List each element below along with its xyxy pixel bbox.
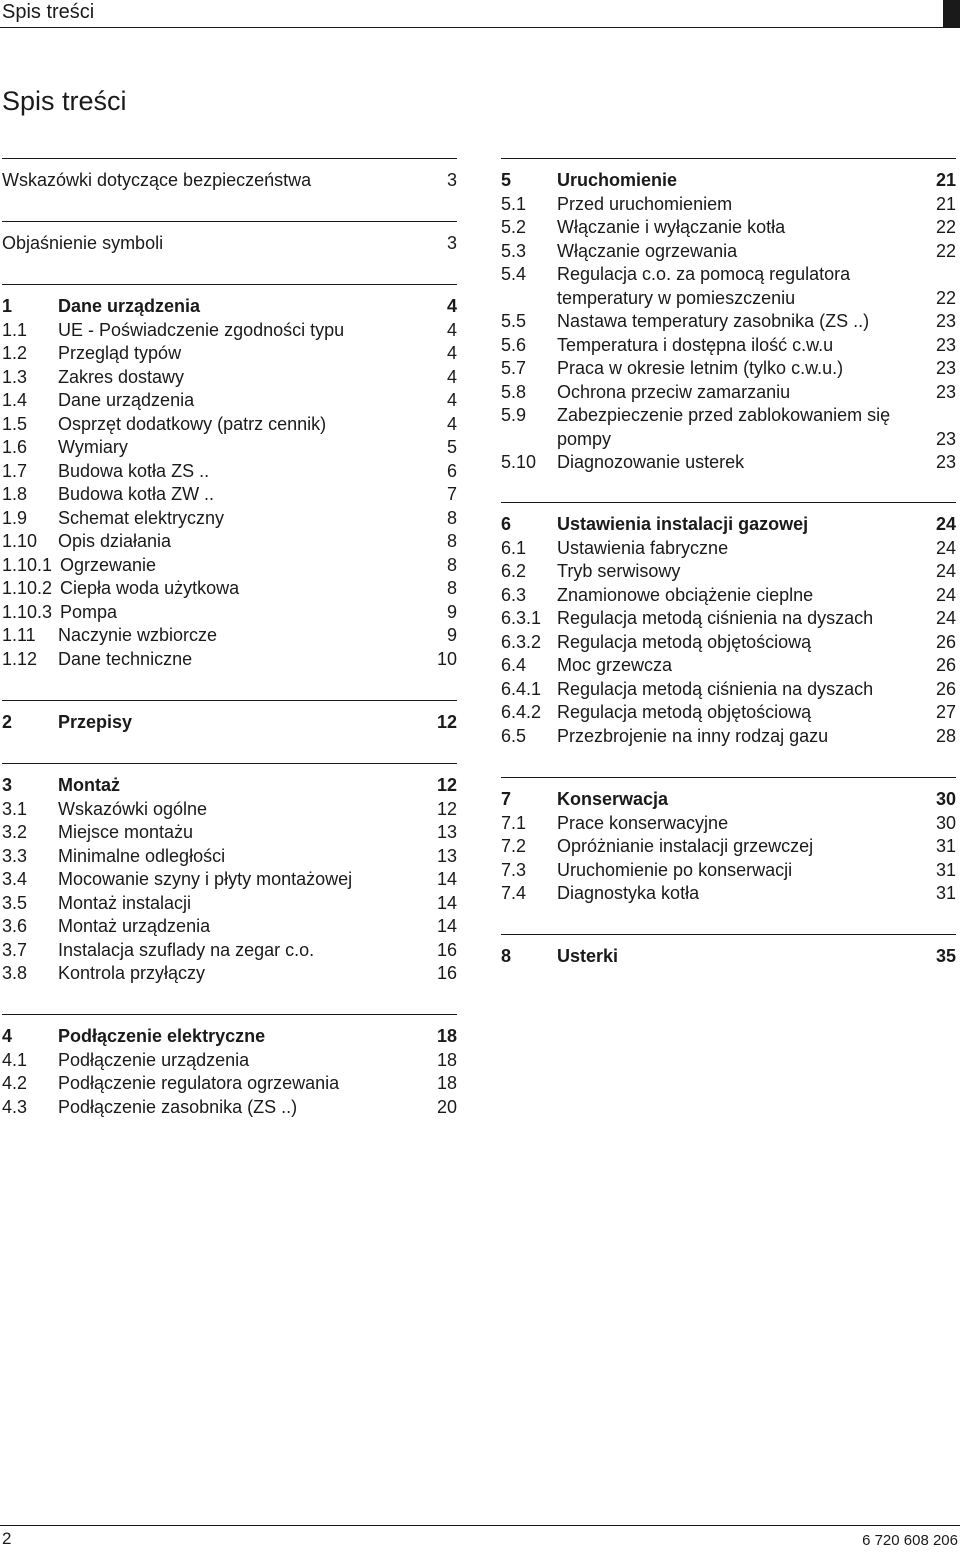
toc-entry [2, 915, 457, 939]
section-rule [2, 284, 457, 285]
section-rule [501, 158, 956, 159]
toc-entry-title: Uruchomienie po konserwacji [557, 859, 793, 880]
toc-entry-page: 18 [436, 1026, 457, 1046]
toc-entry [501, 451, 956, 475]
toc-entry-title: Osprzęt dodatkowy (patrz cennik) [58, 413, 327, 434]
toc-entry-number: 3.6 [2, 916, 28, 936]
toc-entry-number: 6.3.1 [501, 608, 542, 628]
toc-entry-title: Miejsce montażu [58, 822, 194, 842]
toc-entry-page: 23 [935, 452, 956, 472]
section-rule [2, 763, 457, 764]
section-rule [501, 934, 956, 935]
toc-entry-page: 28 [935, 725, 956, 746]
toc-entry-number: 1.10.3 [2, 601, 53, 622]
toc-entry-page: 9 [446, 625, 457, 645]
toc-entry-page: 26 [935, 631, 956, 652]
toc-entry-title: Podłączenie urządzenia [58, 1049, 250, 1070]
toc-entry-page: 35 [935, 946, 956, 966]
toc-entry-number: 1.5 [2, 413, 28, 434]
toc-entry-title: Włączanie ogrzewania [557, 240, 738, 261]
section-rule [2, 221, 457, 222]
toc-section-4 [2, 1014, 457, 1119]
toc-entry-number: 6.3.2 [501, 631, 542, 652]
toc-entry [501, 560, 956, 584]
toc-entry-number: 2 [2, 712, 13, 732]
toc-entry-number: 5.8 [501, 381, 527, 402]
toc-entry-title: Montaż urządzenia [58, 916, 211, 936]
toc-entry-number: 6.4 [501, 655, 527, 675]
toc-entry-page: 14 [436, 892, 457, 913]
toc-entry-number: 3.4 [2, 869, 28, 889]
toc-entry-page: 3 [446, 233, 457, 253]
toc-entry-number: 6.4.1 [501, 678, 542, 699]
section-rule [2, 158, 457, 159]
toc-entry-page: 10 [436, 648, 457, 669]
toc-entry-title: Prace konserwacyjne [557, 812, 729, 833]
toc-entry [2, 774, 457, 798]
toc-entry-page: 24 [935, 514, 956, 534]
toc-entry [2, 868, 457, 892]
toc-entry [2, 483, 457, 507]
toc-entry-number: 1.6 [2, 437, 28, 457]
section-rule [501, 502, 956, 503]
running-header-title: Spis treści [2, 1, 95, 23]
toc-entry [501, 607, 956, 631]
toc-entry [501, 169, 956, 193]
toc-entry-title: Montaż instalacji [58, 892, 192, 913]
toc-entry-page: 13 [436, 822, 457, 842]
toc-entry-title: Ustawienia instalacji gazowej [557, 514, 809, 534]
toc-entry-page: 8 [446, 507, 457, 528]
toc-entry-number: 4 [2, 1026, 13, 1046]
toc-entry-number: 1.7 [2, 460, 28, 481]
toc-entry-number: 3.7 [2, 939, 28, 960]
toc-entry [501, 788, 956, 812]
toc-entry-number: 6.1 [501, 537, 527, 558]
toc-entry-page: 22 [935, 217, 956, 237]
toc-entry [2, 413, 457, 437]
toc-entry-number: 7.2 [501, 836, 527, 856]
toc-entry-title: Regulacja metodą objętościową [557, 702, 812, 722]
toc-entry [501, 216, 956, 240]
toc-entry-title: Schemat elektryczny [58, 507, 225, 528]
toc-entry-title: Temperatura i dostępna ilość c.w.u [557, 334, 834, 355]
toc-entry-number: 5.7 [501, 358, 527, 378]
toc-entry-page: 23 [935, 428, 956, 449]
toc-entry [501, 193, 956, 217]
toc-entry-page: 24 [935, 608, 956, 628]
toc-entry [501, 835, 956, 859]
toc-entry-page: 21 [935, 193, 956, 214]
toc-entry-number: 5.1 [501, 193, 527, 214]
toc-entry-number: 3.5 [2, 892, 28, 913]
toc-entry-title: pompy [557, 428, 612, 449]
toc-entry [501, 654, 956, 678]
toc-entry [501, 381, 956, 405]
toc-entry [2, 892, 457, 916]
toc-entry-number: 5.6 [501, 334, 527, 355]
toc-entry-page: 21 [935, 170, 956, 190]
toc-entry-title: Podłączenie elektryczne [58, 1026, 266, 1046]
toc-entry-number: 6.3 [501, 584, 527, 605]
toc-entry-number: 1 [2, 296, 13, 316]
toc-entry-number: 7.4 [501, 883, 527, 903]
header-rule [0, 27, 960, 28]
toc-entry-title: Instalacja szuflady na zegar c.o. [58, 939, 315, 960]
toc-entry [2, 1096, 457, 1120]
toc-entry-page: 4 [446, 366, 457, 387]
toc-entry-title: Diagnozowanie usterek [557, 452, 745, 472]
toc-entry [501, 357, 956, 381]
toc-entry [501, 428, 956, 452]
toc-entry-page: 12 [436, 775, 457, 795]
toc-entry-title: Moc grzewcza [557, 655, 673, 675]
toc-entry [2, 1025, 457, 1049]
toc-entry-title: Dane urządzenia [58, 390, 195, 410]
toc-entry [501, 513, 956, 537]
toc-entry-number: 7.1 [501, 812, 527, 833]
toc-entry-page: 16 [436, 963, 457, 983]
toc-entry-title: Ochrona przeciw zamarzaniu [557, 381, 791, 402]
toc-entry-page: 22 [935, 287, 956, 308]
toc-entry-title: Objaśnienie symboli [2, 233, 164, 253]
toc-section-3 [2, 763, 457, 986]
toc-entry-number: 6 [501, 514, 512, 534]
toc-entry-page: 27 [935, 702, 956, 722]
toc-entry-title: Konserwacja [557, 789, 669, 809]
toc-entry-title: Podłączenie zasobnika (ZS ..) [58, 1096, 298, 1117]
toc-entry-page: 30 [935, 812, 956, 833]
toc-entry-page: 4 [446, 296, 457, 316]
toc-section-2 [2, 700, 457, 735]
toc-entry-title: Regulacja c.o. za pomocą regulatora [557, 264, 851, 284]
toc-entry-title: Opróżnianie instalacji grzewczej [557, 836, 814, 856]
toc-entry [501, 310, 956, 334]
toc-entry-page: 4 [446, 390, 457, 410]
toc-entry-page: 26 [935, 678, 956, 699]
toc-entry [2, 436, 457, 460]
toc-entry-title: Praca w okresie letnim (tylko c.w.u.) [557, 358, 844, 378]
toc-entry [501, 725, 956, 749]
toc-entry-page: 23 [935, 311, 956, 331]
toc-entry-page: 23 [935, 334, 956, 355]
toc-entry-title: Zabezpieczenie przed zablokowaniem się [557, 405, 891, 425]
toc-entry-title: Usterki [557, 946, 619, 966]
toc-entry [2, 389, 457, 413]
toc-entry-number: 4.1 [2, 1049, 28, 1070]
toc-entry-page: 26 [935, 655, 956, 675]
toc-entry-number: 3 [2, 775, 13, 795]
toc-entry [501, 584, 956, 608]
toc-entry-page: 7 [446, 484, 457, 504]
toc-entry-number: 1.4 [2, 390, 28, 410]
toc-entry [2, 577, 457, 601]
toc-entry [501, 882, 956, 906]
toc-entry-page: 14 [436, 916, 457, 936]
toc-entry-page: 20 [436, 1096, 457, 1117]
footer-rule [0, 1525, 960, 1526]
toc-entry [2, 530, 457, 554]
toc-entry [2, 962, 457, 986]
toc-entry-title: Diagnostyka kotła [557, 883, 700, 903]
toc-entry-title: Nastawa temperatury zasobnika (ZS ..) [557, 311, 870, 331]
toc-entry-page: 9 [446, 601, 457, 622]
toc-entry-page: 24 [935, 584, 956, 605]
toc-entry [2, 939, 457, 963]
toc-entry-title: Mocowanie szyny i płyty montażowej [58, 869, 353, 889]
toc-entry-number: 1.10.2 [2, 578, 53, 598]
toc-entry-number: 1.10 [2, 531, 38, 551]
toc-entry [2, 507, 457, 531]
toc-entry [2, 460, 457, 484]
toc-entry-title: UE - Poświadczenie zgodności typu [58, 319, 345, 340]
toc-entry-number: 5.5 [501, 311, 527, 331]
toc-entry [2, 342, 457, 366]
footer-document-code: 6 720 608 206 [862, 1532, 958, 1549]
toc-entry-page: 8 [446, 578, 457, 598]
toc-entry-number: 1.12 [2, 648, 38, 669]
toc-entry [501, 263, 956, 287]
toc-entry-title: Wskazówki dotyczące bezpieczeństwa [2, 170, 312, 190]
toc-entry-title: temperatury w pomieszczeniu [557, 287, 796, 308]
toc-section-symbols [2, 221, 457, 256]
toc-entry-page: 8 [446, 554, 457, 575]
footer-page-number: 2 [2, 1529, 12, 1548]
toc-entry-title: Podłączenie regulatora ogrzewania [58, 1073, 340, 1093]
toc-entry-title: Regulacja metodą ciśnienia na dyszach [557, 608, 874, 628]
toc-entry [2, 648, 457, 672]
toc-entry-number: 5.9 [501, 405, 527, 425]
toc-entry-title: Budowa kotła ZW .. [58, 484, 215, 504]
toc-entry-number: 3.8 [2, 963, 28, 983]
toc-entry [501, 240, 956, 264]
toc-entry [2, 295, 457, 319]
header-marker [943, 0, 960, 28]
toc-entry-number: 1.9 [2, 507, 28, 528]
toc-entry [2, 169, 457, 193]
toc-entry-title: Dane urządzenia [58, 296, 201, 316]
toc-entry-number: 1.10.1 [2, 554, 53, 575]
toc-entry-number: 1.8 [2, 484, 28, 504]
toc-entry-title: Opis działania [58, 531, 172, 551]
toc-entry [501, 537, 956, 561]
toc-entry-page: 23 [935, 358, 956, 378]
toc-entry-title: Przezbrojenie na inny rodzaj gazu [557, 725, 829, 746]
toc-entry-number: 3.1 [2, 798, 28, 819]
toc-entry [501, 701, 956, 725]
toc-entry-title: Przepisy [58, 712, 133, 732]
toc-entry [2, 1072, 457, 1096]
toc-entry [2, 624, 457, 648]
toc-entry-page: 5 [446, 437, 457, 457]
toc-entry-page: 22 [935, 240, 956, 261]
toc-entry-number: 3.3 [2, 845, 28, 866]
toc-entry-number: 1.3 [2, 366, 28, 387]
toc-entry-number: 7 [501, 789, 512, 809]
toc-entry [2, 232, 457, 256]
toc-entry-number: 5.2 [501, 217, 527, 237]
toc-entry-page: 3 [446, 170, 457, 190]
toc-entry-page: 24 [935, 537, 956, 558]
toc-entry-number: 1.1 [2, 319, 28, 340]
page-title: Spis treści [2, 86, 127, 116]
toc-entry-number: 5.10 [501, 452, 537, 472]
toc-entry [2, 366, 457, 390]
toc-entry [501, 678, 956, 702]
toc-entry [2, 798, 457, 822]
toc-entry-number: 6.5 [501, 725, 527, 746]
toc-entry [2, 821, 457, 845]
toc-section-1 [2, 284, 457, 671]
toc-entry-title: Tryb serwisowy [557, 561, 681, 581]
toc-entry-title: Przed uruchomieniem [557, 193, 733, 214]
toc-entry-page: 8 [446, 531, 457, 551]
toc-entry-title: Regulacja metodą objętościową [557, 631, 812, 652]
toc-entry-page: 30 [935, 789, 956, 809]
toc-entry-number: 4.3 [2, 1096, 28, 1117]
toc-entry-title: Znamionowe obciążenie cieplne [557, 584, 814, 605]
toc-entry-page: 24 [935, 561, 956, 581]
toc-entry-number: 8 [501, 946, 512, 966]
toc-entry-title: Montaż [58, 775, 120, 795]
toc-entry-title: Ogrzewanie [60, 554, 157, 575]
toc-entry [2, 711, 457, 735]
toc-entry [2, 554, 457, 578]
toc-entry-page: 16 [436, 939, 457, 960]
toc-entry-number: 5.3 [501, 240, 527, 261]
toc-entry-number: 6.2 [501, 561, 527, 581]
toc-entry-number: 7.3 [501, 859, 527, 880]
toc-entry-page: 14 [436, 869, 457, 889]
toc-entry-title: Naczynie wzbiorcze [58, 625, 218, 645]
toc-section-safety [2, 158, 457, 193]
toc-entry [2, 601, 457, 625]
toc-section-8 [501, 934, 956, 969]
toc-entry-title: Kontrola przyłączy [58, 963, 206, 983]
toc-entry-title: Uruchomienie [557, 170, 678, 190]
toc-entry [501, 404, 956, 428]
toc-entry-page: 31 [935, 836, 956, 856]
toc-entry [2, 845, 457, 869]
toc-entry-number: 6.4.2 [501, 702, 542, 722]
section-rule [501, 777, 956, 778]
toc-entry-number: 1.2 [2, 343, 28, 363]
toc-entry [501, 812, 956, 836]
toc-entry-page: 4 [446, 343, 457, 363]
toc-entry-page: 23 [935, 381, 956, 402]
toc-entry-page: 4 [446, 319, 457, 340]
toc-entry-title: Wskazówki ogólne [58, 798, 208, 819]
toc-entry-page: 12 [436, 798, 457, 819]
toc-entry-number: 5.4 [501, 264, 527, 284]
toc-entry-page: 18 [436, 1073, 457, 1093]
toc-entry-page: 13 [436, 845, 457, 866]
toc-section-7 [501, 777, 956, 906]
toc-entry-title: Regulacja metodą ciśnienia na dyszach [557, 678, 874, 699]
toc-entry-title: Wymiary [58, 437, 128, 457]
toc-entry-page: 18 [436, 1049, 457, 1070]
section-rule [2, 1014, 457, 1015]
toc-entry [501, 631, 956, 655]
toc-entry-title: Budowa kotła ZS .. [58, 460, 210, 481]
toc-entry-title: Ciepła woda użytkowa [60, 578, 240, 598]
section-rule [2, 700, 457, 701]
toc-entry-title: Zakres dostawy [58, 366, 185, 387]
toc-entry-title: Włączanie i wyłączanie kotła [557, 217, 786, 237]
toc-entry-title: Pompa [60, 601, 118, 622]
toc-entry-page: 6 [446, 460, 457, 481]
toc-entry [501, 859, 956, 883]
toc-section-5 [501, 158, 956, 475]
toc-entry-page: 31 [935, 883, 956, 903]
toc-entry [2, 1049, 457, 1073]
toc-entry-page: 31 [935, 859, 956, 880]
toc-entry-title: Minimalne odległości [58, 845, 226, 866]
toc-entry-number: 1.11 [2, 625, 36, 645]
toc-entry-number: 5 [501, 170, 512, 190]
toc-entry-number: 4.2 [2, 1073, 28, 1093]
toc-entry [501, 334, 956, 358]
toc-entry-title: Dane techniczne [58, 648, 193, 669]
toc-entry [501, 287, 956, 311]
toc-entry-title: Przegląd typów [58, 343, 182, 363]
toc-entry-number: 3.2 [2, 822, 28, 842]
toc-section-6 [501, 502, 956, 748]
toc-entry-page: 12 [436, 712, 457, 732]
toc-entry-title: Ustawienia fabryczne [557, 537, 729, 558]
toc-entry-page: 4 [446, 413, 457, 434]
toc-entry [501, 945, 956, 969]
toc-entry [2, 319, 457, 343]
